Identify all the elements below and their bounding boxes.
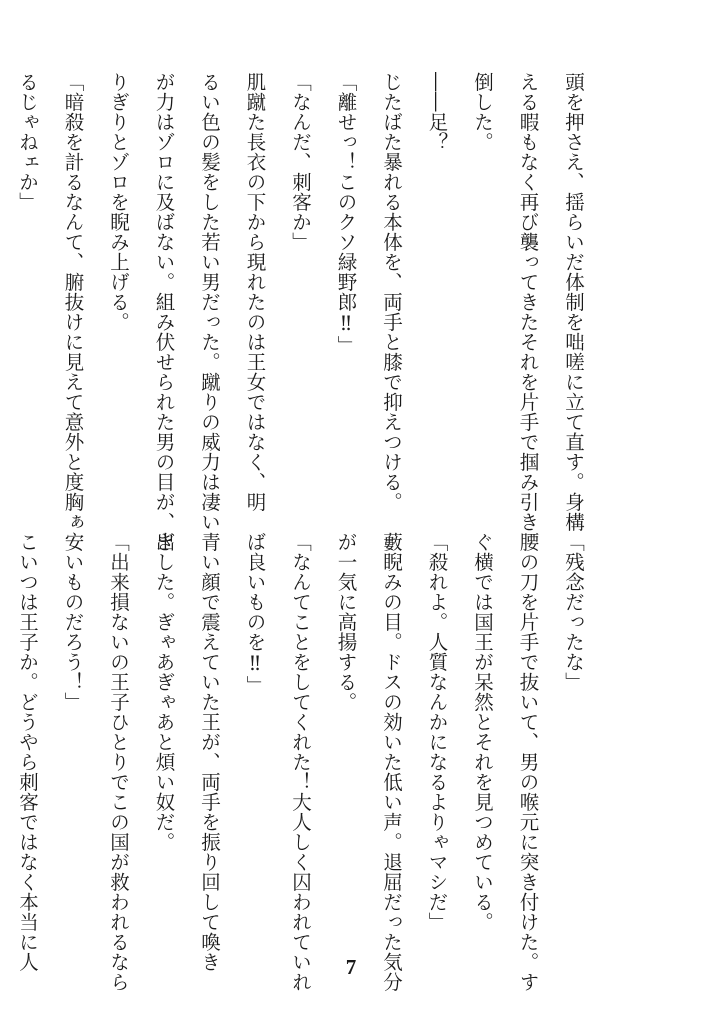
- text-line: ば良いものを‼」: [243, 532, 267, 696]
- text-line: 「なんだ、刺客か」: [289, 72, 312, 252]
- text-line: が一気に高揚する。: [334, 532, 358, 712]
- text-line: 藪睨みの目。ドスの効いた低い声。退屈だった気分: [380, 532, 403, 992]
- text-line: 「出来損ないの王子ひとりでこの国が救われるなら: [107, 532, 130, 992]
- text-line: 「なんてことをしてくれた！大人しく囚われていれ: [289, 532, 312, 992]
- text-line: 頭を押さえ、揺らいだ体制を咄嗟に立て直す。身構: [562, 72, 585, 532]
- text-line: こいつは王子か。どうやら刺客ではなく本当に人: [16, 532, 39, 972]
- text-line: るじゃねェか」: [16, 72, 39, 212]
- text-line: 倒した。: [471, 72, 494, 152]
- text-line: が力はゾロに及ばない。組み伏せられた男の目が、ぎ: [152, 72, 176, 552]
- text-line: ぐ横では国王が呆然とそれを見つめている。: [471, 532, 494, 932]
- text-line: 出した。ぎゃあぎゃあと煩い奴だ。: [152, 532, 176, 852]
- text-line: ――足？: [425, 72, 449, 152]
- text-line: 「殺れよ。人質なんかになるよりゃマシだ」: [425, 532, 449, 932]
- text-line: 「暗殺を計るなんて、腑抜けに見えて意外と度胸ぁ: [61, 72, 85, 532]
- text-line: じたばた暴れる本体を、両手と膝で抑えつける。: [380, 72, 403, 512]
- page-number: 7: [345, 955, 357, 979]
- text-line: りぎりとゾロを睨み上げる。: [107, 72, 130, 332]
- text-line: るい色の髪をした若い男だった。蹴りの威力は凄い: [198, 72, 221, 532]
- text-line: 「離せっ！このクソ緑野郎‼」: [334, 72, 358, 356]
- text-line: 安いものだろう！」: [61, 532, 85, 712]
- text-line: える暇もなく再び襲ってきたそれを片手で掴み引き: [516, 72, 540, 532]
- upper-text-block: [16, 72, 596, 552]
- lower-text-block: [16, 532, 596, 992]
- text-line: [0, 72, 5, 472]
- text-line: 肌蹴た長衣の下から現れたのは王女ではなく、明: [243, 72, 267, 512]
- text-line: [0, 532, 5, 932]
- text-line: 青い顔で震えていた王が、両手を振り回して喚き: [198, 532, 221, 972]
- text-line: 「残念だったな」: [562, 532, 585, 692]
- text-line: 腰の刀を片手で抜いて、男の喉元に突き付けた。す: [516, 532, 540, 992]
